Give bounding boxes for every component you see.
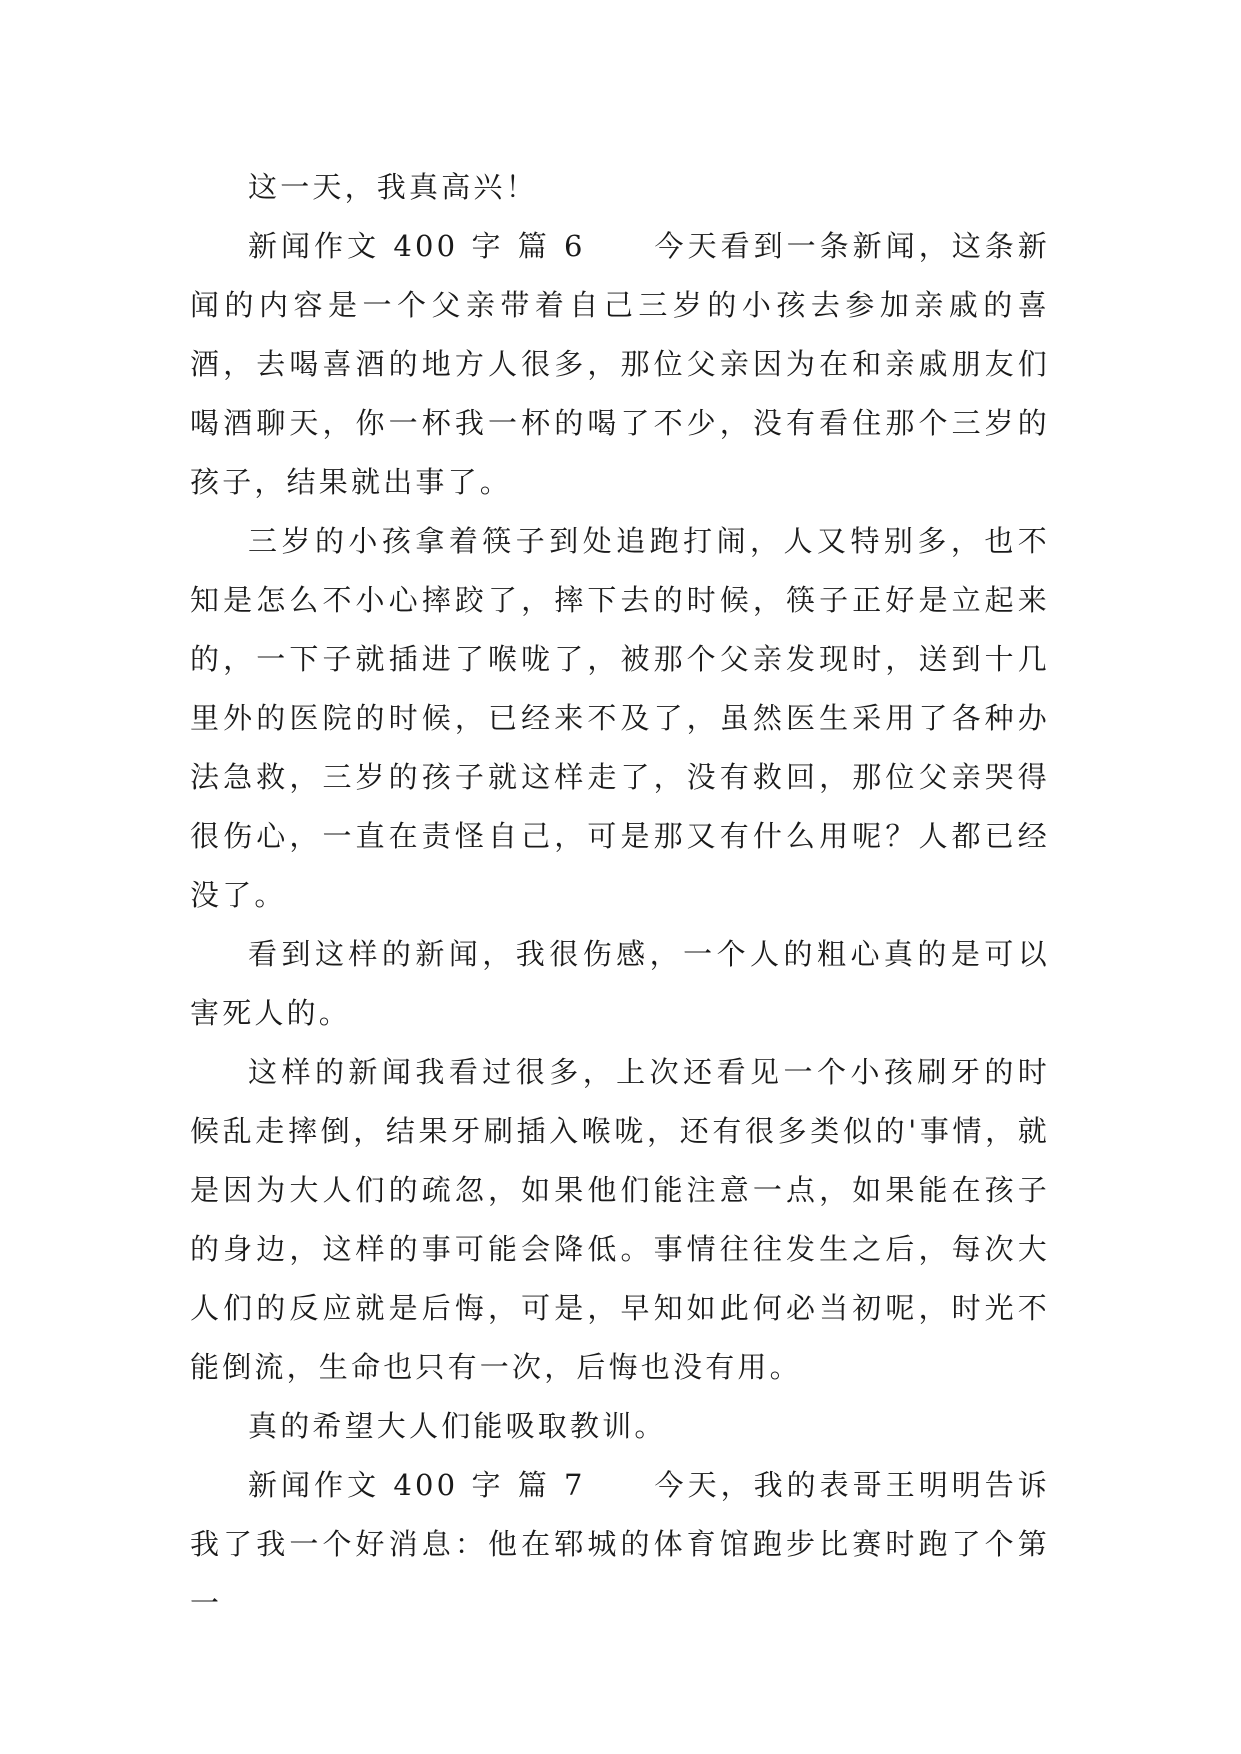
paragraph-5: [190, 1043, 1050, 1397]
paragraph-7: [190, 1456, 1050, 1633]
paragraph-text: 这样的新闻我看过很多，上次还看见一个小孩刷牙的时候乱走摔倒，结果牙刷插入喉咙，还有很多类似的'事情，就是因为大人们的疏忽，如果他们能注意一点，如果能在孩子的身边，这样的事可能会降低。事情往往发生之后，每次大人们的反应就是后悔，可是，早知如此何必当初呢，时光不能倒流，生命也只有一次，后悔也没有用。: [190, 1055, 1050, 1384]
section-heading-6: 新闻作文 400 字 篇 6: [248, 229, 586, 263]
paragraph-6: [190, 1397, 1050, 1456]
paragraph-text: 这一天，我真高兴！: [248, 170, 538, 204]
paragraph-text: 看到这样的新闻，我很伤感，一个人的粗心真的是可以害死人的。: [190, 937, 1050, 1030]
paragraph-1: [190, 158, 1050, 217]
paragraph-text: 今天，我的表哥王明明告诉我了我一个好消息：他在郓城的体育馆跑步比赛时跑了个第一: [190, 1468, 1050, 1620]
paragraph-2: [190, 217, 1050, 512]
paragraph-3: [190, 512, 1050, 925]
section-heading-7: 新闻作文 400 字 篇 7: [248, 1468, 586, 1502]
paragraph-text: 三岁的小孩拿着筷子到处追跑打闹，人又特别多，也不知是怎么不小心摔跤了，摔下去的时候，筷子正好是立起来的，一下子就插进了喉咙了，被那个父亲发现时，送到十几里外的医院的时候，已经来不及了，虽然医生采用了各种办法急救，三岁的孩子就这样走了，没有救回，那位父亲哭得很伤心，一直在责怪自己，可是那又有什么用呢？人都已经没了。: [190, 524, 1050, 912]
paragraph-text: 今天看到一条新闻，这条新闻的内容是一个父亲带着自己三岁的小孩去参加亲戚的喜酒，去喝喜酒的地方人很多，那位父亲因为在和亲戚朋友们喝酒聊天，你一杯我一杯的喝了不少，没有看住那个三岁的孩子，结果就出事了。: [190, 229, 1050, 499]
paragraph-text: 真的希望大人们能吸取教训。: [248, 1409, 667, 1443]
document-body: [190, 158, 1050, 1633]
paragraph-4: [190, 925, 1050, 1043]
